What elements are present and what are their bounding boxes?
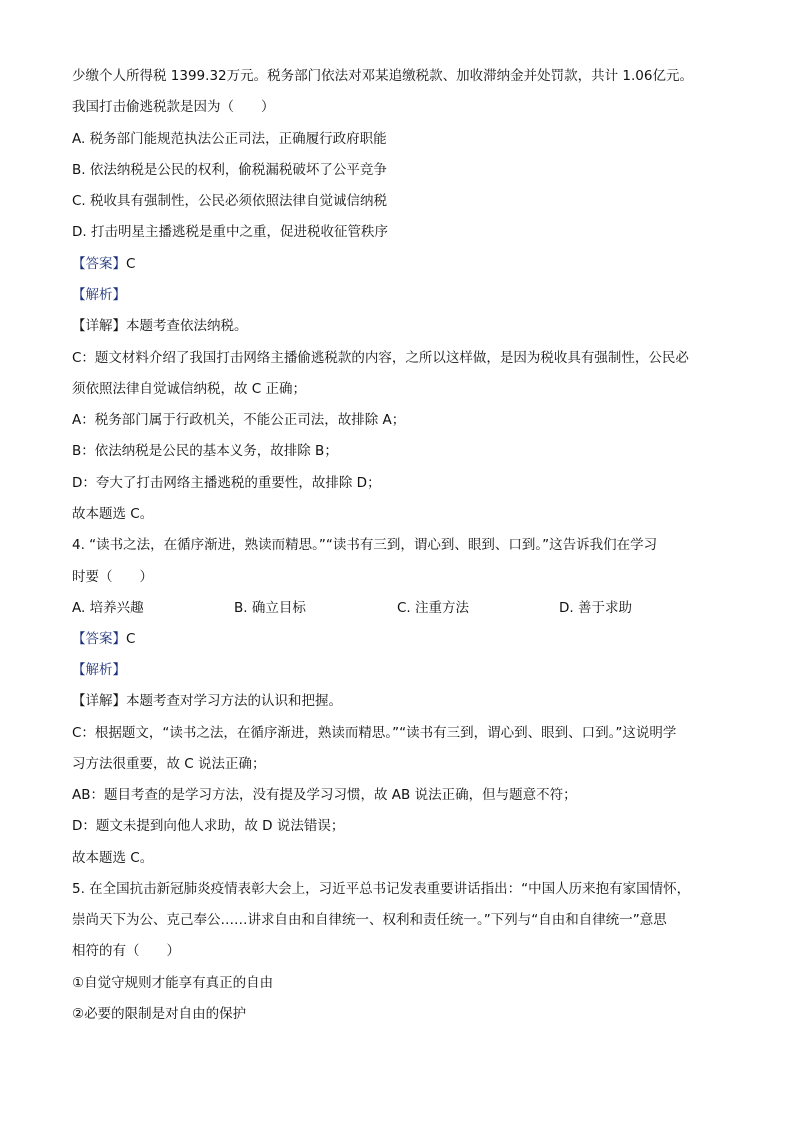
q3-option-d: D. 打击明星主播逃税是重中之重，促进税收征管秩序 <box>72 224 388 240</box>
q4-stem-line-2: 时要（ ） <box>72 569 153 585</box>
answer-tag: 【答案】 <box>72 631 126 647</box>
answer-value: C <box>126 631 136 647</box>
detail-tag: 【详解】 <box>72 318 126 334</box>
q3-detail <box>72 317 248 335</box>
detail-tag: 【详解】 <box>72 693 126 709</box>
analysis-tag: 【解析】 <box>72 287 126 303</box>
q5-item-1: ①自觉守规则才能享有真正的自由 <box>72 975 274 991</box>
q3-answer <box>72 255 135 273</box>
q5-stem-line-1: 5. 在全国抗击新冠肺炎疫情表彰大会上，习近平总书记发表重要讲话指出：“中国人历来抱有家国情怀， <box>72 881 691 897</box>
q3-a-explanation: A：税务部门属于行政机关，不能公正司法，故排除 A； <box>72 412 406 428</box>
q3-stem-line-1: 少缴个人所得税 1399.32万元。税务部门依法对邓某追缴税款、加收滞纳金并处罚款，共计 1.06亿元。 <box>72 68 693 84</box>
answer-value: C <box>126 256 136 272</box>
q3-b-explanation: B：依法纳税是公民的基本义务，故排除 B； <box>72 443 338 459</box>
detail-text: 本题考查依法纳税。 <box>126 318 248 334</box>
q3-d-explanation: D：夸大了打击网络主播逃税的重要性，故排除 D； <box>72 475 381 491</box>
detail-text: 本题考查对学习方法的认识和把握。 <box>126 693 342 709</box>
q4-option-c: C. 注重方法 <box>397 600 470 616</box>
q3-analysis <box>72 286 126 304</box>
q3-stem-line-2: 我国打击偷逃税款是因为（ ） <box>72 99 275 115</box>
q4-analysis <box>72 661 126 679</box>
q4-c-explanation-2: 习方法很重要，故 C 说法正确； <box>72 756 266 772</box>
q3-option-c: C. 税收具有强制性，公民必须依照法律自觉诚信纳税 <box>72 193 388 209</box>
q3-option-b: B. 依法纳税是公民的权利，偷税漏税破坏了公平竞争 <box>72 162 387 178</box>
q5-item-2: ②必要的限制是对自由的保护 <box>72 1006 247 1022</box>
q4-option-a: A. 培养兴趣 <box>72 600 144 616</box>
q4-answer <box>72 630 135 648</box>
q4-d-explanation: D：题文未提到向他人求助，故 D 说法错误； <box>72 818 345 834</box>
q4-options <box>72 599 732 617</box>
q3-c-explanation-1: C：题文材料介绍了我国打击网络主播偷逃税款的内容，之所以这样做，是因为税收具有强制性，公民必 <box>72 350 689 366</box>
q4-conclusion: 故本题选 C。 <box>72 850 154 866</box>
answer-tag: 【答案】 <box>72 256 126 272</box>
q4-option-d: D. 善于求助 <box>559 600 632 616</box>
analysis-tag: 【解析】 <box>72 662 126 678</box>
q4-c-explanation-1: C：根据题文，“读书之法，在循序渐进，熟读而精思。”“读书有三到，谓心到、眼到、口到。”这说明学 <box>72 725 677 741</box>
q4-detail <box>72 692 342 710</box>
q4-ab-explanation: AB：题目考查的是学习方法，没有提及学习习惯，故 AB 说法正确，但与题意不符； <box>72 787 577 803</box>
q4-option-b: B. 确立目标 <box>234 600 306 616</box>
q5-stem-line-2: 崇尚天下为公、克己奉公……讲求自由和自律统一、权利和责任统一。”下列与“自由和自律统一”意思 <box>72 912 667 928</box>
q3-conclusion: 故本题选 C。 <box>72 506 154 522</box>
q5-stem-line-3: 相符的有（ ） <box>72 943 180 959</box>
q3-option-a: A. 税务部门能规范执法公正司法，正确履行政府职能 <box>72 131 387 147</box>
q4-stem-line-1: 4. “读书之法，在循序渐进，熟读而精思。”“读书有三到，谓心到、眼到、口到。”这告诉我们在学习 <box>72 537 658 553</box>
q3-c-explanation-2: 须依照法律自觉诚信纳税，故 C 正确； <box>72 381 307 397</box>
